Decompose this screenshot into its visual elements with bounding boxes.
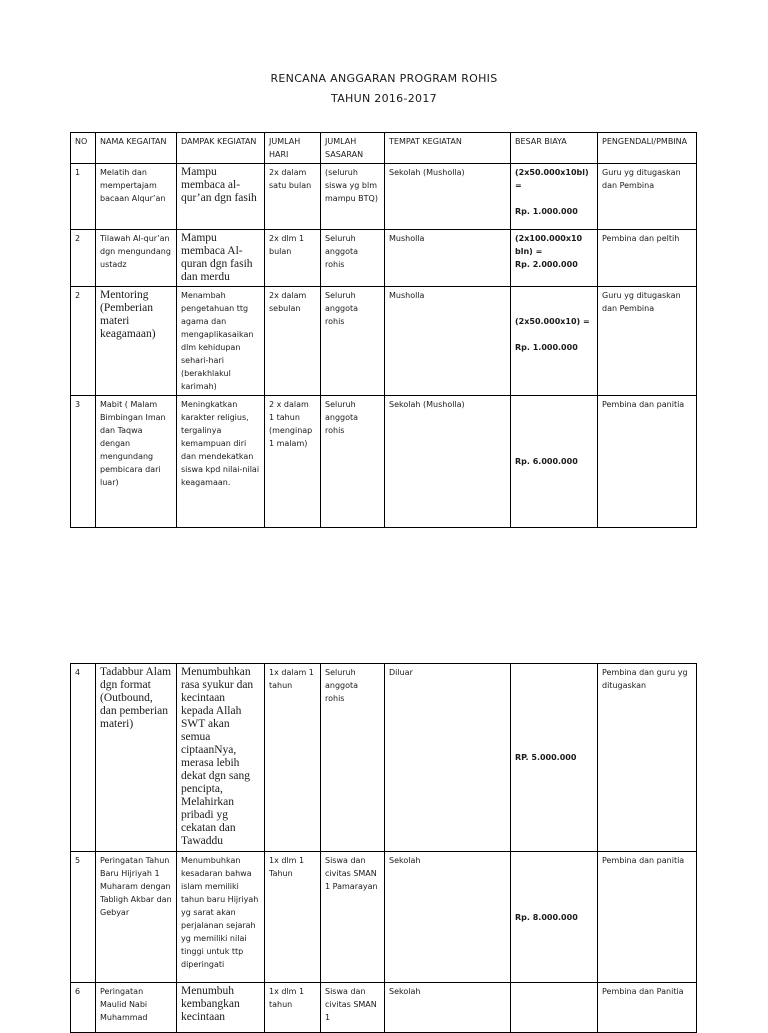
header-pengendali: PENGENDALI/PMBINA [598,133,697,164]
cell-tempat: Musholla [385,230,511,287]
cell-no: 2 [71,287,96,396]
cell-nama: Mabit ( Malam Bimbingan Iman dan Taqwa dengan mengundang pembicara dari luar) [96,396,177,528]
cell-biaya: RP. 5.000.000 [511,664,598,852]
cell-tempat: Diluar [385,664,511,852]
cell-dampak: Menumbuhkan rasa syukur dan kecintaan kepada Allah SWT akan semua ciptaanNya, merasa lebih dekat dgn sang pencipta, Melahirkan pribadi yg cekatan dan Tawaddu [177,664,265,852]
header-jumlah-hari: JUMLAH HARI [265,133,321,164]
cell-dampak: Menumbuhkan kesadaran bahwa islam memiliki tahun baru Hijriyah yg sarat akan perjalanan sejarah yg memiliki nilai tinggi untuk ttp diperingati [177,852,265,983]
cell-pengendali: Guru yg ditugaskan dan Pembina [598,164,697,230]
cell-hari: 1x dlm 1 Tahun [265,852,321,983]
cell-biaya: Rp. 6.000.000 [511,396,598,528]
biaya-total: Rp. 1.000.000 [515,343,578,352]
cell-sasaran: (seluruh siswa yg blm mampu BTQ) [321,164,385,230]
cell-biaya [511,983,598,1033]
cell-biaya [511,230,598,287]
cell-sasaran: Siswa dan civitas SMAN 1 [321,983,385,1033]
cell-pengendali: Pembina dan Panitia [598,983,697,1033]
cell-no: 4 [71,664,96,852]
header-biaya: BESAR BIAYA [511,133,598,164]
cell-nama: Mentoring (Pemberian materi keagamaan) [96,287,177,396]
budget-table-page-2 [70,663,697,1033]
header-jumlah-sasaran: JUMLAH SASARAN [321,133,385,164]
table-row [71,164,697,230]
cell-nama: Tadabbur Alam dgn format (Outbound, dan pemberian materi) [96,664,177,852]
cell-dampak: Menambah pengetahuan ttg agama dan mengaplikasaikan dlm kehidupan sehari-hari (berakhlakul karimah) [177,287,265,396]
cell-pengendali: Pembina dan guru yg ditugaskan [598,664,697,852]
header-nama: NAMA KEGAITAN [96,133,177,164]
cell-dampak: Meningkatkan karakter religius, tergalinya kemampuan diri dan mendekatkan siswa kpd nilai-nilai keagamaan. [177,396,265,528]
cell-dampak: Mampu membaca Al-quran dgn fasih dan merdu [177,230,265,287]
document-subtitle: TAHUN 2016-2017 [331,92,437,105]
cell-hari: 2x dlm 1 bulan [265,230,321,287]
cell-sasaran: Seluruh anggota rohis [321,287,385,396]
cell-sasaran: Siswa dan civitas SMAN 1 Pamarayan [321,852,385,983]
biaya-calc: (2x100.000x10 bln) = [515,234,583,256]
cell-tempat: Sekolah [385,983,511,1033]
cell-no: 3 [71,396,96,528]
cell-hari: 2 x dalam 1 tahun (menginap 1 malam) [265,396,321,528]
cell-hari: 1x dalam 1 tahun [265,664,321,852]
biaya-total: Rp. 1.000.000 [515,207,578,216]
biaya-total: Rp. 2.000.000 [515,260,578,269]
header-dampak: DAMPAK KEGIATAN [177,133,265,164]
table-row [71,230,697,287]
cell-nama: Melatih dan mempertajam bacaan Alqur’an [96,164,177,230]
document-title: RENCANA ANGGARAN PROGRAM ROHIS [270,72,498,85]
budget-table-page-1 [70,132,697,528]
cell-biaya: Rp. 8.000.000 [511,852,598,983]
cell-nama: Peringatan Tahun Baru Hijriyah 1 Muharam dengan Tabligh Akbar dan Gebyar [96,852,177,983]
cell-dampak: Menumbuh kembangkan kecintaan [177,983,265,1033]
cell-no: 2 [71,230,96,287]
cell-tempat: Sekolah (Musholla) [385,164,511,230]
cell-sasaran: Seluruh anggota rohis [321,396,385,528]
cell-pengendali: Pembina dan peltih [598,230,697,287]
cell-biaya [511,287,598,396]
cell-no: 1 [71,164,96,230]
cell-nama: Peringatan Maulid Nabi Muhammad [96,983,177,1033]
cell-pengendali: Guru yg ditugaskan dan Pembina [598,287,697,396]
cell-no: 6 [71,983,96,1033]
cell-pengendali: Pembina dan panitia [598,852,697,983]
cell-dampak: Mampu membaca al-qur’an dgn fasih [177,164,265,230]
cell-tempat: Sekolah (Musholla) [385,396,511,528]
biaya-calc: (2x50.000x10bl) = [515,168,589,190]
cell-hari: 2x dalam sebulan [265,287,321,396]
table-row [71,287,697,396]
table-row [71,983,697,1033]
cell-tempat: Sekolah [385,852,511,983]
cell-hari: 2x dalam satu bulan [265,164,321,230]
header-tempat: TEMPAT KEGIATAN [385,133,511,164]
biaya-calc: (2x50.000x10) = [515,317,590,326]
table-row [71,664,697,852]
cell-sasaran: Seluruh anggota rohis [321,230,385,287]
table-row [71,852,697,983]
table-row [71,396,697,528]
cell-sasaran: Seluruh anggota rohis [321,664,385,852]
cell-no: 5 [71,852,96,983]
cell-tempat: Musholla [385,287,511,396]
cell-pengendali: Pembina dan panitia [598,396,697,528]
cell-hari: 1x dlm 1 tahun [265,983,321,1033]
cell-nama: Tilawah Al-qur’an dgn mengundang ustadz [96,230,177,287]
cell-biaya [511,164,598,230]
header-no: NO [71,133,96,164]
header-row [71,133,697,164]
